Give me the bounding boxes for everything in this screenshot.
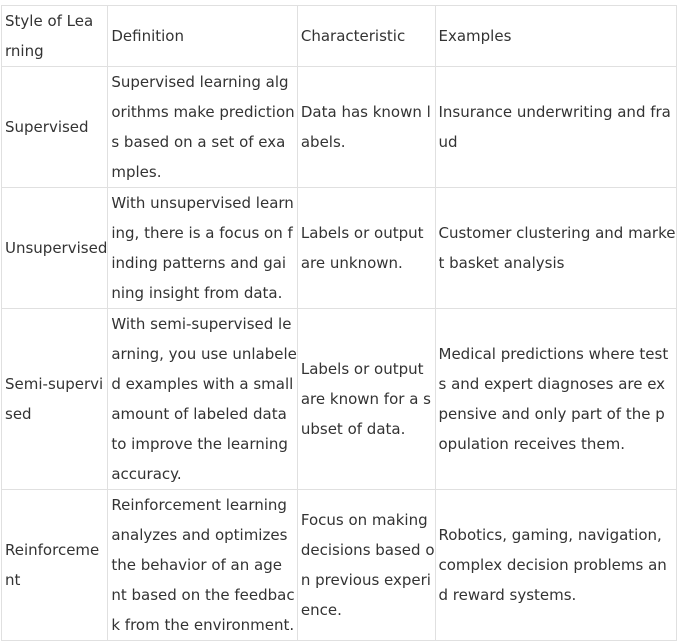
- cell-style: [2, 188, 108, 309]
- cell-definition: [108, 490, 298, 641]
- cell-line: amount of labeled data: [111, 405, 287, 423]
- learning-styles-table: [1, 5, 677, 641]
- cell-examples: [435, 490, 676, 641]
- cell-line: the behavior of an age: [111, 556, 282, 574]
- cell-line: Characteristic: [300, 27, 406, 45]
- header-definition: [108, 6, 298, 67]
- cell-examples: [435, 67, 676, 188]
- cell-line: Focus on making: [300, 511, 428, 529]
- cell-characteristic: [297, 490, 435, 641]
- cell-characteristic: [297, 67, 435, 188]
- cell-line: pensive and only part of the p: [438, 405, 665, 423]
- cell-line: d examples with a small: [111, 375, 294, 393]
- cell-line: ning insight from data.: [111, 284, 283, 302]
- cell-line: Supervised learning alg: [111, 73, 289, 91]
- cell-line: ud: [438, 133, 458, 151]
- cell-line: nt based on the feedbac: [111, 586, 295, 604]
- cell-definition: [108, 309, 298, 490]
- cell-line: opulation receives them.: [438, 435, 625, 453]
- cell-line: Style of Lea: [5, 12, 94, 30]
- cell-line: decisions based o: [300, 541, 435, 559]
- cell-line: Semi-supervi: [5, 375, 104, 393]
- cell-line: analyzes and optimizes: [111, 526, 288, 544]
- cell-line: ing, there is a focus on f: [111, 224, 293, 242]
- cell-line: k from the environment.: [111, 616, 295, 634]
- cell-line: to improve the learning: [111, 435, 288, 453]
- cell-line: are known for a s: [300, 390, 431, 408]
- cell-line: complex decision problems an: [438, 556, 667, 574]
- cell-line: Supervised: [5, 118, 89, 136]
- cell-line: With semi-supervised le: [111, 315, 292, 333]
- cell-line: Labels or output: [300, 360, 424, 378]
- cell-examples: [435, 188, 676, 309]
- cell-line: are unknown.: [300, 254, 403, 272]
- cell-line: s based on a set of exa: [111, 133, 286, 151]
- cell-line: n previous experi: [300, 571, 431, 589]
- cell-line: nt: [5, 571, 21, 589]
- table-row: [2, 67, 677, 188]
- cell-characteristic: [297, 188, 435, 309]
- cell-line: Robotics, gaming, navigation,: [438, 526, 662, 544]
- cell-line: Unsupervised: [5, 239, 108, 257]
- cell-line: ence.: [300, 601, 342, 619]
- cell-definition: [108, 67, 298, 188]
- cell-line: Reinforceme: [5, 541, 100, 559]
- table-row: [2, 490, 677, 641]
- cell-characteristic: [297, 309, 435, 490]
- header-examples: [435, 6, 676, 67]
- header-style: [2, 6, 108, 67]
- cell-examples: [435, 309, 676, 490]
- header-characteristic: [297, 6, 435, 67]
- cell-line: accuracy.: [111, 465, 182, 483]
- cell-line: t basket analysis: [438, 254, 565, 272]
- cell-line: Customer clustering and marke: [438, 224, 676, 242]
- cell-line: s and expert diagnoses are ex: [438, 375, 666, 393]
- cell-line: sed: [5, 405, 32, 423]
- table-row: [2, 309, 677, 490]
- cell-line: rning: [5, 42, 44, 60]
- cell-line: ubset of data.: [300, 420, 406, 438]
- cell-line: abels.: [300, 133, 346, 151]
- cell-line: d reward systems.: [438, 586, 577, 604]
- cell-line: Medical predictions where test: [438, 345, 669, 363]
- cell-definition: [108, 188, 298, 309]
- header-row: [2, 6, 677, 67]
- cell-line: inding patterns and gai: [111, 254, 287, 272]
- cell-line: Data has known l: [300, 103, 431, 121]
- cell-style: [2, 490, 108, 641]
- cell-style: [2, 67, 108, 188]
- cell-line: Reinforcement learning: [111, 496, 287, 514]
- cell-style: [2, 309, 108, 490]
- cell-line: orithms make prediction: [111, 103, 295, 121]
- cell-line: Examples: [438, 27, 512, 45]
- table-row: [2, 188, 677, 309]
- cell-line: Definition: [111, 27, 184, 45]
- cell-line: arning, you use unlabele: [111, 345, 297, 363]
- cell-line: mples.: [111, 163, 162, 181]
- cell-line: With unsupervised learn: [111, 194, 294, 212]
- cell-line: Insurance underwriting and fra: [438, 103, 671, 121]
- cell-line: Labels or output: [300, 224, 424, 242]
